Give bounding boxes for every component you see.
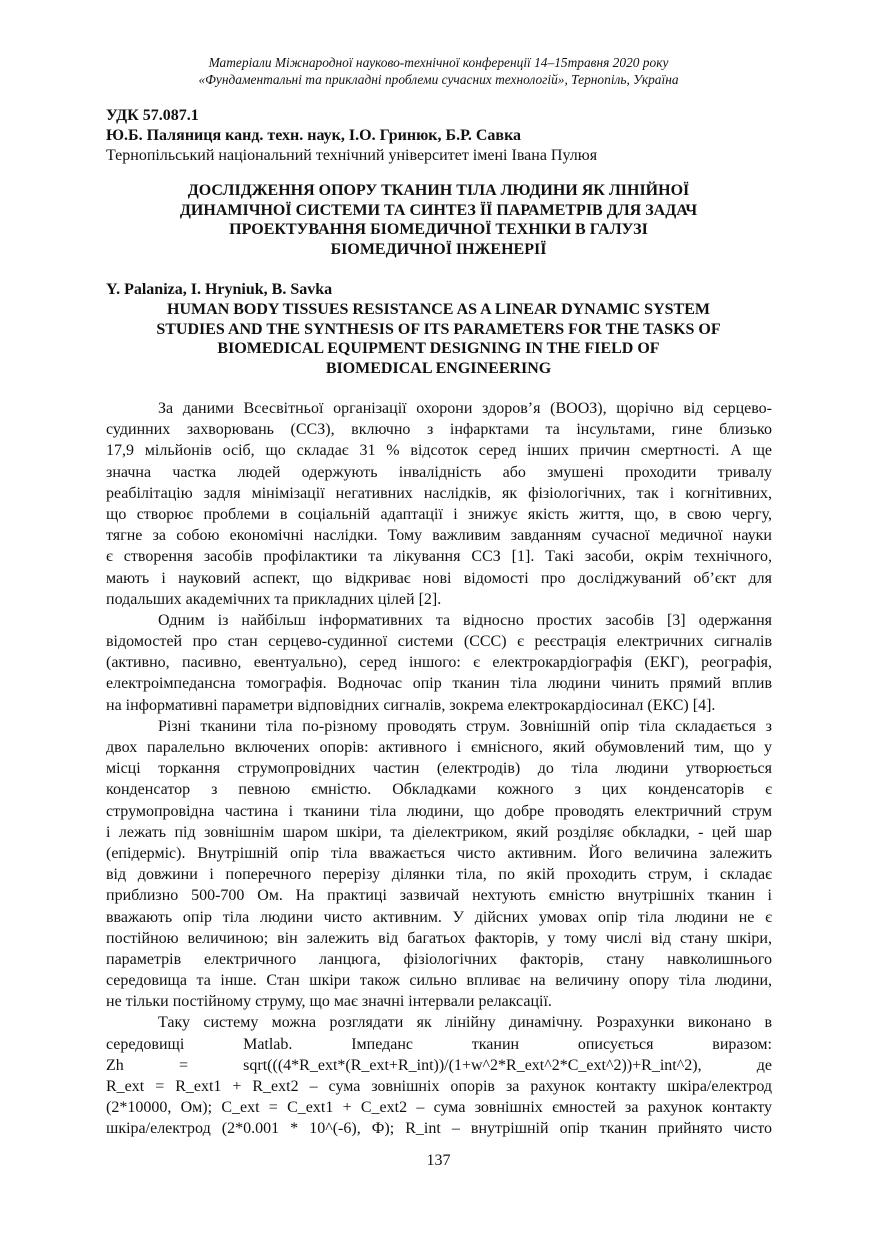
title-en-line: BIOMEDICAL EQUIPMENT DESIGNING IN THE FIELD OF (217, 340, 660, 357)
body-line: (епідерміс). Внутрішній опір тіла вважається чисто активним. Його величина залежить (106, 844, 772, 862)
body-line: (активно, пасивно, евентуально), серед іншого: є електрокардіографія (ЕКГ), реографія, (106, 654, 772, 672)
title-uk-line: БІОМЕДИЧНОЇ ІНЖЕНЕРІЇ (330, 240, 547, 258)
affiliation: Тернопільський національний технічний університет імені Івана Пулюя (106, 147, 598, 164)
title-en-line: STUDIES AND THE SYNTHESIS OF ITS PARAMETERS FOR THE TASKS OF (156, 320, 721, 338)
body-line: приблизно 500-700 Ом. На практиці зазвичай нехтують ємністю внутрішніх тканин і (106, 887, 772, 905)
body-line: середовищі Matlab. Імпеданс тканин описується виразом: (106, 1035, 772, 1053)
conference-line-1: Матеріали Міжнародної науково-технічної конференції 14–15травня 2020 року (208, 55, 669, 70)
body-text (106, 398, 772, 1140)
body-line: на інформативні параметри відповідних сигналів, зокрема електрокардіосинал (ЕКС) [4]. (106, 696, 716, 714)
body-line: відомостей про стан серцево-судинної системи (ССС) є реєстрація електричних сигналів (106, 633, 772, 651)
body-line: Одним із найбільш інформативних та відносно простих засобів [3] одержання (158, 611, 772, 629)
body-line: двох паралельно включених опорів: активного і ємнісного, який обумовлений тим, що у (106, 739, 772, 756)
title-uk-line: ПРОЕКТУВАННЯ БІОМЕДИЧНОЇ ТЕХНІКИ В ГАЛУЗІ (229, 221, 648, 238)
body-line: параметрів електричного ланцюга, фізіологічних факторів, стану навколишнього (106, 950, 772, 968)
udc-code: УДК 57.087.1 (106, 107, 199, 124)
body-line: є створення засобів профілактики та лікування ССЗ [1]. Такі засоби, окрім технічного, (106, 548, 772, 566)
body-line: подальших академічних та прикладних цілей [2]. (106, 590, 442, 608)
conference-header (100, 54, 777, 88)
page-number: 137 (426, 1152, 451, 1169)
body-line: 17,9 мільйонів осіб, що складає 31 % відсоток серед інших причин смертності. А ще (106, 442, 772, 460)
body-line: від довжини і поперечного перерізу ділянки тіла, по якій проходить струм, і складає (106, 866, 772, 884)
body-line: Таку систему можна розглядати як лінійну динамічну. Розрахунки виконано в (158, 1014, 772, 1032)
body-line: вважають опір тіла людини чисто активним. У дійсних умовах опір тіла людини не є (106, 908, 772, 926)
body-line: значна частка людей одержують інвалідність або змушені проходити тривалу (106, 463, 772, 481)
title-en-line: BIOMEDICAL ENGINEERING (325, 359, 552, 377)
body-line: не тільки постійному струму, що має значні інтервали релаксації. (106, 993, 552, 1011)
body-line: За даними Всесвітньої організації охорони здоров’я (ВООЗ), щорічно від серцево- (158, 400, 772, 417)
formula-line: Zh = sqrt(((4*R_ext*(R_ext+R_int))/(1+w^2*R_ext^2*C_ext^2))+R_int^2), де (106, 1056, 772, 1074)
authors-ukrainian: Ю.Б. Паляниця канд. техн. наук, І.О. Гринюк, Б.Р. Савка (106, 127, 522, 144)
body-line: середовища та інше. Стан шкіри також сильно впливає на величину опору тіла людини, (106, 972, 772, 990)
body-line: електроімпедансна томографія. Водночас опір тканин тіла людини чинить прямий вплив (106, 675, 772, 693)
title-ukrainian (106, 181, 771, 259)
title-en-line: HUMAN BODY TISSUES RESISTANCE AS A LINEAR DYNAMIC SYSTEM (167, 301, 710, 318)
body-line: конденсатор з певною ємністю. Обкладками кожного з цих конденсаторів є (106, 781, 772, 799)
body-line: постійною величиною; він залежить від багатьох факторів, у тому числі від стану шкіри, (106, 929, 772, 947)
body-line: місці торкання струмопровідних частин (електродів) до тіла людини утворюється (106, 760, 772, 778)
title-english (106, 300, 771, 378)
body-line: судинних захворювань (ССЗ), включно з інфарктами та інсультами, гине близько (106, 421, 772, 439)
authors-english: Y. Palaniza, I. Hryniuk, B. Savka (106, 281, 333, 298)
body-line: шкіра/електрод (2*0.001 * 10^(-6), Ф); R_int – внутрішній опір тканин прийнято чисто (106, 1120, 772, 1138)
body-line: (2*10000, Ом); C_ext = C_ext1 + C_ext2 – сума зовнішніх ємностей за рахунок контакту (106, 1099, 772, 1117)
title-uk-line: ДИНАМІЧНОЇ СИСТЕМИ ТА СИНТЕЗ ЇЇ ПАРАМЕТРІВ ДЛЯ ЗАДАЧ (179, 201, 698, 219)
title-uk-line: ДОСЛІДЖЕННЯ ОПОРУ ТКАНИН ТІЛА ЛЮДИНИ ЯК ЛІНІЙНОЇ (187, 182, 690, 199)
body-line: Різні тканини тіла по-різному проводять струм. Зовнішній опір тіла складається з (158, 717, 772, 735)
body-line: реабілітацію задля мінімізації негативних наслідків, як фізіологічних, так і когнітивних, (106, 484, 772, 502)
body-line: що створює проблеми в соціальній адаптації і знижує якість життя, що, в свою чергу, (106, 505, 772, 523)
body-line: тягне за собою економічні наслідки. Тому важливим завданням сучасної медичної науки (106, 527, 772, 545)
body-line: R_ext = R_ext1 + R_ext2 – сума зовнішніх опорів за рахунок контакту шкіра/електрод (106, 1078, 772, 1095)
body-line: мають і науковий аспект, що відкриває нові відомості про досліджуваний об’єкт для (106, 569, 772, 587)
body-line: і лежать під зовнішнім шаром шкіри, та діелектриком, який розділяє обкладки, - цей шар (106, 823, 772, 841)
body-line: струмопровідна частина і тканини тіла людини, що добре проводять електричний струм (106, 802, 772, 820)
conference-line-2: «Фундаментальні та прикладні проблеми сучасних технологій», Тернопіль, Україна (198, 72, 679, 87)
